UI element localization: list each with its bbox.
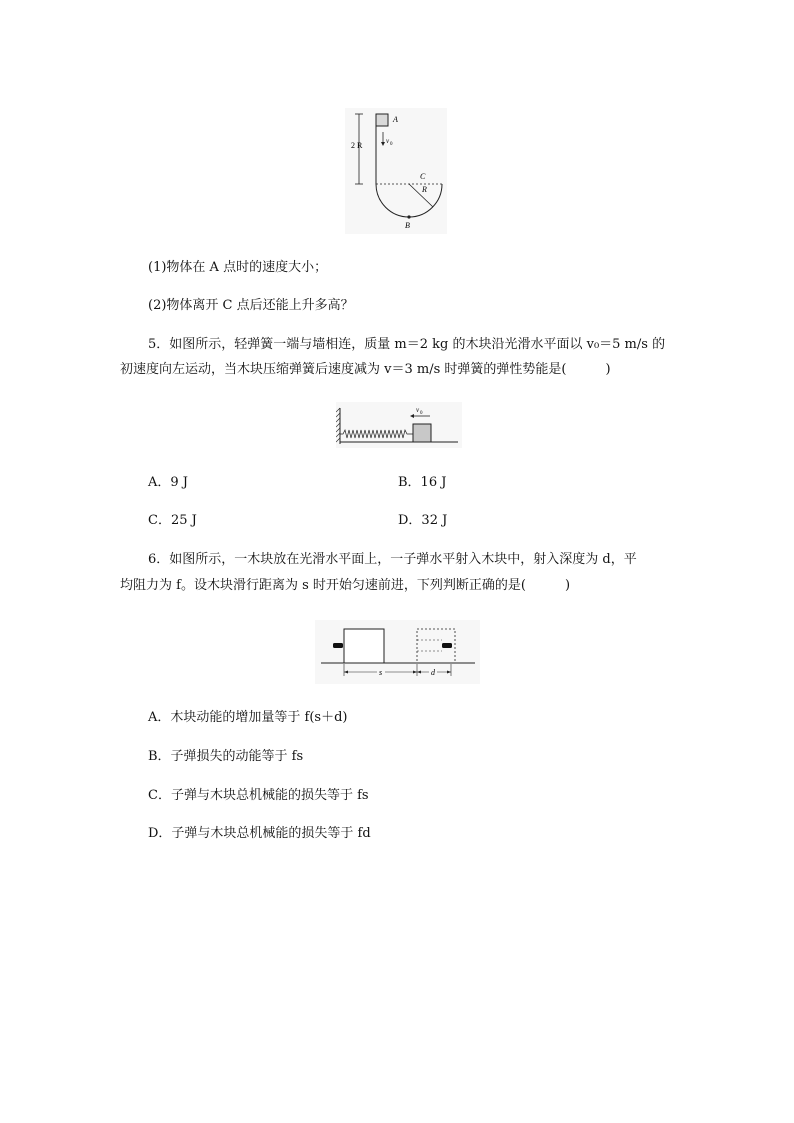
- q6-option-a[interactable]: A．木块动能的增加量等于 f(s＋d): [148, 710, 348, 725]
- q6-option-b[interactable]: B．子弹损失的动能等于 fs: [148, 749, 304, 764]
- label-c: C: [420, 172, 426, 181]
- label-v0-sub: 0: [390, 142, 393, 147]
- block-a: [376, 114, 388, 126]
- figure-bullet-block: [315, 620, 480, 684]
- q4-subquestion-1: (1)物体在 A 点时的速度大小；: [148, 260, 328, 275]
- label-v0: v: [386, 137, 390, 145]
- q5-option-a[interactable]: A．9 J: [148, 475, 189, 490]
- label-d: d: [431, 668, 435, 677]
- semicircle-track-diagram: [345, 108, 447, 234]
- label-a: A: [393, 115, 398, 124]
- label-r: R: [422, 185, 427, 194]
- q5-option-c[interactable]: C．25 J: [148, 513, 197, 528]
- label-b: B: [405, 221, 410, 230]
- bullet-block-diagram: [315, 620, 480, 684]
- q6-stem-line-2: 均阻力为 f。设木块滑行距离为 s 时开始匀速前进，下列判断正确的是( ): [120, 578, 571, 593]
- q5-stem-line-1: 5．如图所示，轻弹簧一端与墙相连，质量 m＝2 kg 的木块沿光滑水平面以 v₀＝5 m/s 的: [148, 337, 666, 352]
- block: [413, 424, 431, 442]
- label-v0: v: [416, 406, 420, 414]
- block-initial: [344, 629, 384, 663]
- q5-stem-line-2: 初速度向左运动，当木块压缩弹簧后速度减为 v＝3 m/s 时弹簧的弹性势能是( ): [120, 362, 611, 377]
- q4-subquestion-2: (2)物体离开 C 点后还能上升多高？: [148, 298, 354, 313]
- q6-stem-line-1: 6．如图所示，一木块放在光滑水平面上，一子弹水平射入木块中，射入深度为 d，平: [148, 552, 637, 567]
- label-s: s: [379, 668, 383, 677]
- bullet-final: [442, 643, 452, 648]
- spring-block-diagram: [336, 402, 462, 448]
- q5-option-b[interactable]: B．16 J: [398, 475, 447, 490]
- bullet-initial: [333, 643, 343, 648]
- q6-option-d[interactable]: D．子弹与木块总机械能的损失等于 fd: [148, 826, 371, 841]
- label-2r: 2 R: [351, 141, 363, 150]
- label-v0-sub: 0: [420, 411, 423, 416]
- q6-option-c[interactable]: C．子弹与木块总机械能的损失等于 fs: [148, 788, 369, 803]
- figure-semicircle-track: [345, 108, 447, 234]
- point-b: [407, 215, 410, 218]
- figure-spring-block: [336, 402, 462, 448]
- q5-option-d[interactable]: D．32 J: [398, 513, 448, 528]
